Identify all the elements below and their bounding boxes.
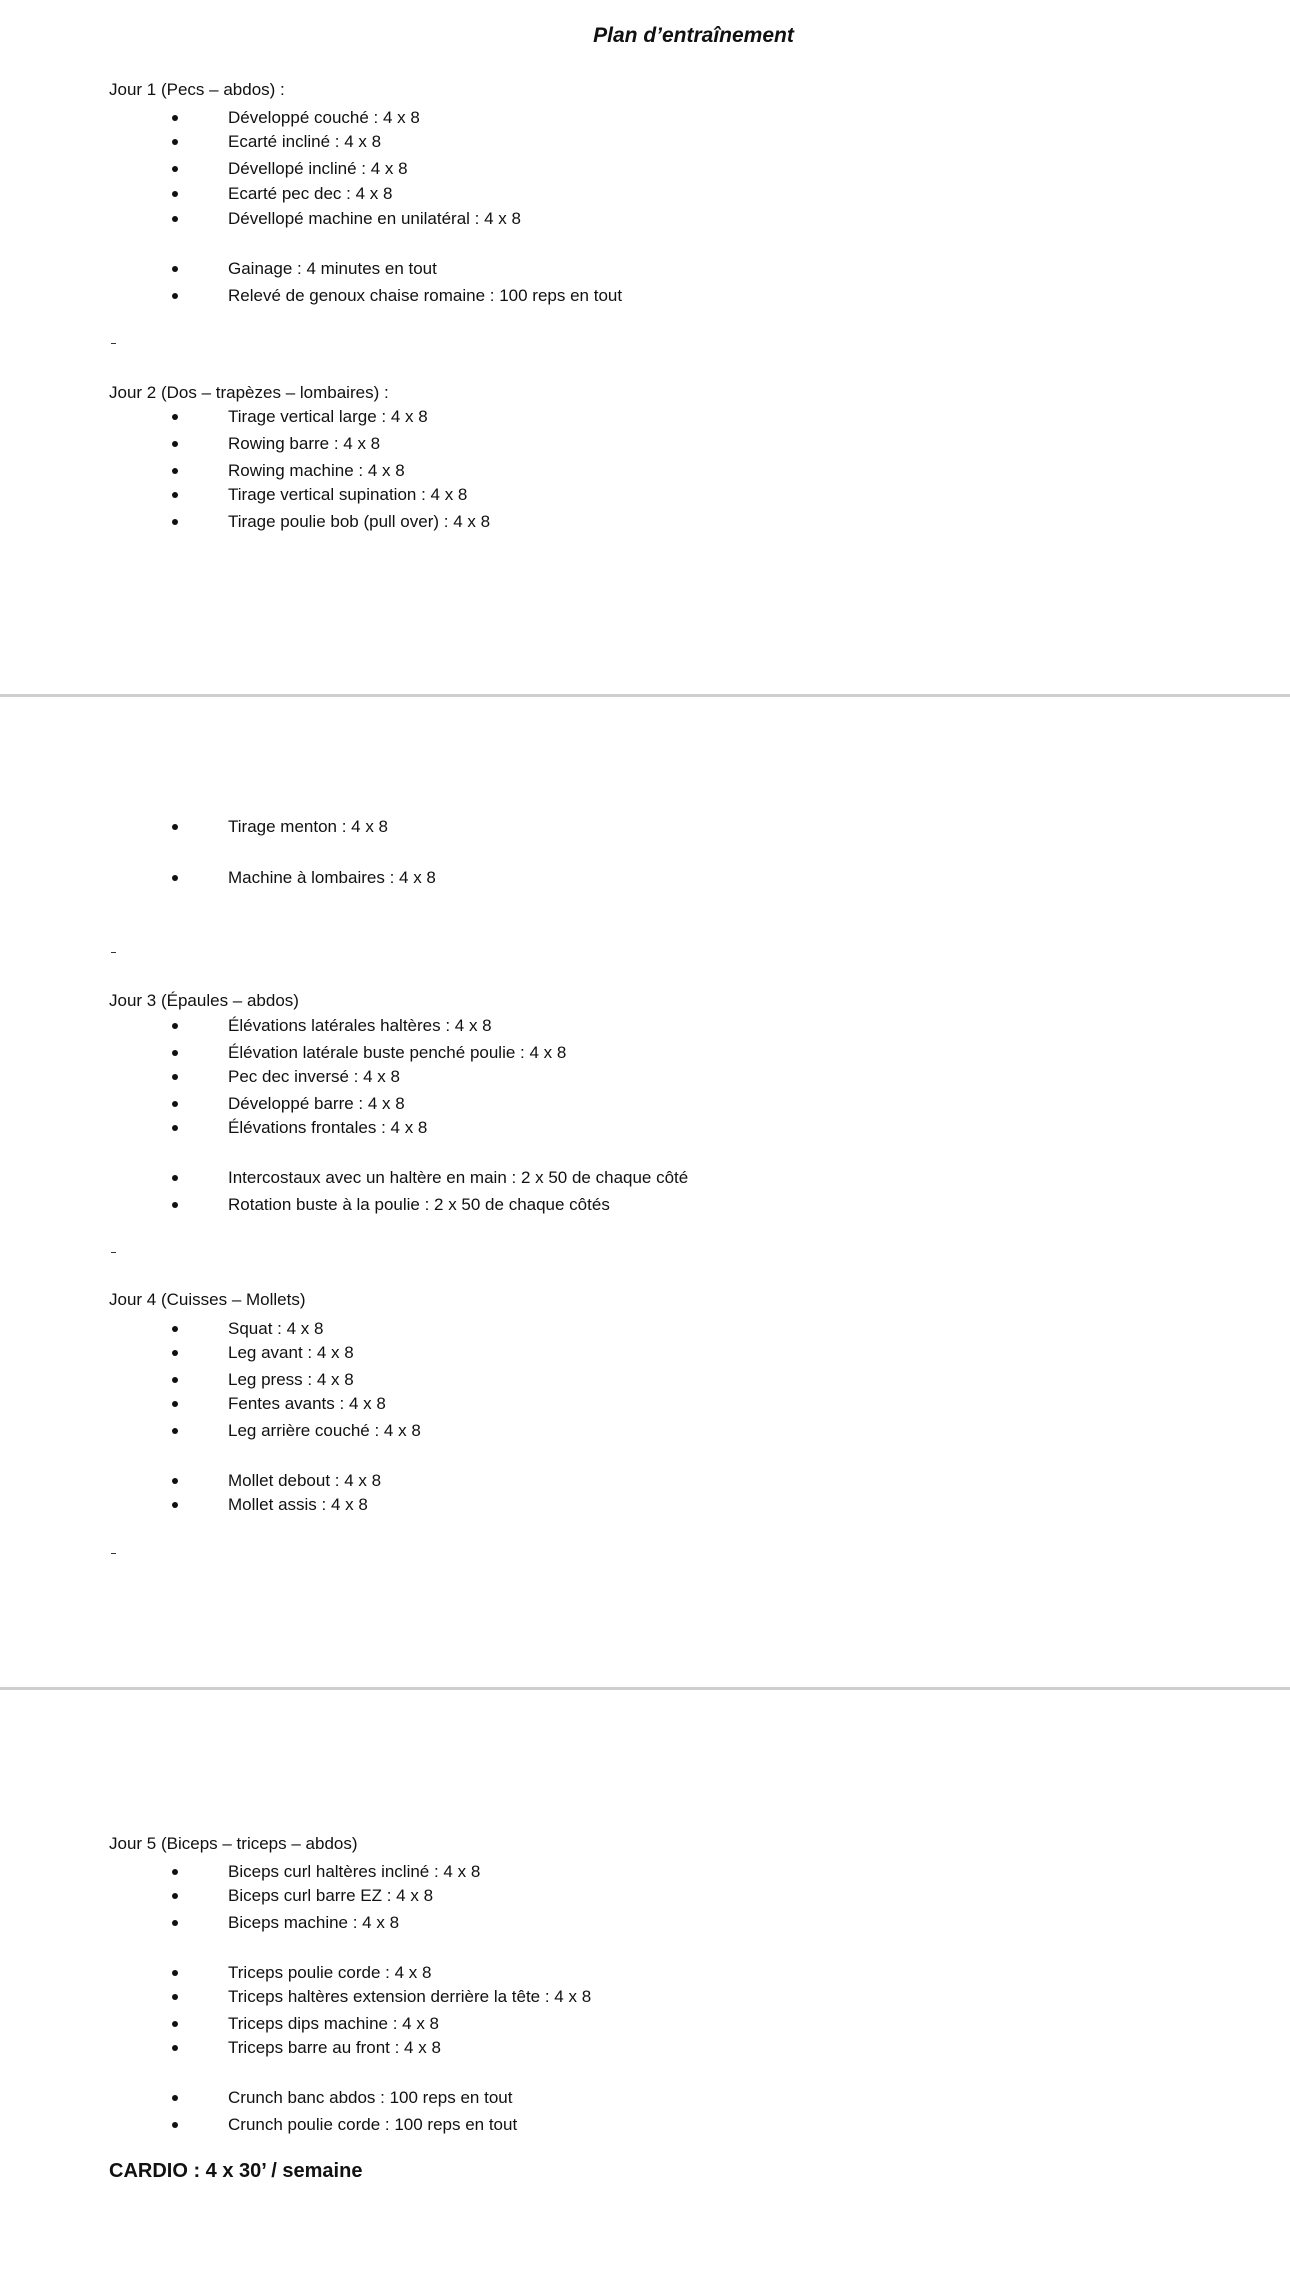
day-4-heading: Jour 4 (Cuisses – Mollets) (109, 1290, 306, 1309)
bullet-icon (172, 1920, 178, 1926)
exercise-item: Biceps curl barre EZ : 4 x 8 (228, 1886, 434, 1905)
exercise-item: Leg press : 4 x 8 (228, 1370, 354, 1389)
exercise-item: Dévellopé incliné : 4 x 8 (228, 159, 408, 178)
bullet-icon (172, 2122, 178, 2128)
bullet-icon (172, 1101, 178, 1107)
bullet-icon (172, 1869, 178, 1875)
bullet-icon (172, 293, 178, 299)
dash-separator (111, 1553, 116, 1554)
exercise-item: Tirage poulie bob (pull over) : 4 x 8 (228, 512, 491, 531)
bullet-icon (172, 492, 178, 498)
bullet-icon (172, 266, 178, 272)
bullet-icon (172, 1175, 178, 1181)
bullet-icon (172, 1893, 178, 1899)
exercise-item: Triceps dips machine : 4 x 8 (228, 2014, 440, 2033)
exercise-item: Triceps poulie corde : 4 x 8 (228, 1963, 432, 1982)
exercise-item: Triceps barre au front : 4 x 8 (228, 2038, 441, 2057)
bullet-icon (172, 1970, 178, 1976)
exercise-item: Fentes avants : 4 x 8 (228, 1394, 386, 1413)
bullet-icon (172, 216, 178, 222)
bullet-icon (172, 2095, 178, 2101)
dash-separator (111, 343, 116, 344)
exercise-item: Dévellopé machine en unilatéral : 4 x 8 (228, 209, 521, 228)
exercise-item: Relevé de genoux chaise romaine : 100 reps en tout (228, 286, 623, 305)
bullet-icon (172, 1428, 178, 1434)
bullet-icon (172, 139, 178, 145)
exercise-item: Ecarté pec dec : 4 x 8 (228, 184, 393, 203)
exercise-item: Rowing barre : 4 x 8 (228, 434, 381, 453)
bullet-icon (172, 2021, 178, 2027)
exercise-item: Rowing machine : 4 x 8 (228, 461, 405, 480)
exercise-item: Tirage menton : 4 x 8 (228, 817, 389, 836)
bullet-icon (172, 468, 178, 474)
exercise-item: Intercostaux avec un haltère en main : 2 x 50 de chaque côté (228, 1168, 689, 1187)
bullet-icon (172, 1502, 178, 1508)
bullet-icon (172, 191, 178, 197)
bullet-icon (172, 1350, 178, 1356)
exercise-item: Pec dec inversé : 4 x 8 (228, 1067, 400, 1086)
document-title: Plan d’entraînement (593, 24, 794, 47)
exercise-item: Tirage vertical large : 4 x 8 (228, 407, 428, 426)
bullet-icon (172, 414, 178, 420)
dash-separator (111, 952, 116, 953)
bullet-icon (172, 2045, 178, 2051)
exercise-item: Développé barre : 4 x 8 (228, 1094, 405, 1113)
exercise-item: Biceps machine : 4 x 8 (228, 1913, 400, 1932)
exercise-item: Squat : 4 x 8 (228, 1319, 324, 1338)
exercise-item: Mollet assis : 4 x 8 (228, 1495, 368, 1514)
day-1-heading: Jour 1 (Pecs – abdos) : (109, 80, 285, 99)
bullet-icon (172, 166, 178, 172)
day-2-heading: Jour 2 (Dos – trapèzes – lombaires) : (109, 383, 389, 402)
bullet-icon (172, 1478, 178, 1484)
exercise-item: Leg avant : 4 x 8 (228, 1343, 354, 1362)
exercise-item: Élévations frontales : 4 x 8 (228, 1118, 428, 1137)
exercise-item: Développé couché : 4 x 8 (228, 108, 420, 127)
exercise-item: Ecarté incliné : 4 x 8 (228, 132, 382, 151)
bullet-icon (172, 1377, 178, 1383)
dash-separator (111, 1252, 116, 1253)
bullet-icon (172, 1994, 178, 2000)
bullet-icon (172, 1074, 178, 1080)
bullet-icon (172, 441, 178, 447)
bullet-icon (172, 115, 178, 121)
bullet-icon (172, 1202, 178, 1208)
page-break (0, 694, 1290, 697)
bullet-icon (172, 1326, 178, 1332)
bullet-icon (172, 1401, 178, 1407)
cardio-note: CARDIO : 4 x 30’ / semaine (109, 2160, 363, 2182)
day-3-heading: Jour 3 (Épaules – abdos) (109, 991, 299, 1010)
bullet-icon (172, 1050, 178, 1056)
exercise-item: Élévations latérales haltères : 4 x 8 (228, 1016, 492, 1035)
bullet-icon (172, 824, 178, 830)
exercise-item: Mollet debout : 4 x 8 (228, 1471, 382, 1490)
bullet-icon (172, 1125, 178, 1131)
page-break (0, 1687, 1290, 1690)
day-5-heading: Jour 5 (Biceps – triceps – abdos) (109, 1834, 358, 1853)
exercise-item: Leg arrière couché : 4 x 8 (228, 1421, 421, 1440)
exercise-item: Élévation latérale buste penché poulie : 4 x 8 (228, 1043, 567, 1062)
bullet-icon (172, 875, 178, 881)
bullet-icon (172, 1023, 178, 1029)
exercise-item: Crunch banc abdos : 100 reps en tout (228, 2088, 513, 2107)
exercise-item: Rotation buste à la poulie : 2 x 50 de chaque côtés (228, 1195, 610, 1214)
exercise-item: Tirage vertical supination : 4 x 8 (228, 485, 468, 504)
bullet-icon (172, 519, 178, 525)
exercise-item: Triceps haltères extension derrière la tête : 4 x 8 (228, 1987, 592, 2006)
exercise-item: Machine à lombaires : 4 x 8 (228, 868, 436, 887)
exercise-item: Crunch poulie corde : 100 reps en tout (228, 2115, 518, 2134)
exercise-item: Gainage : 4 minutes en tout (228, 259, 437, 278)
exercise-item: Biceps curl haltères incliné : 4 x 8 (228, 1862, 481, 1881)
